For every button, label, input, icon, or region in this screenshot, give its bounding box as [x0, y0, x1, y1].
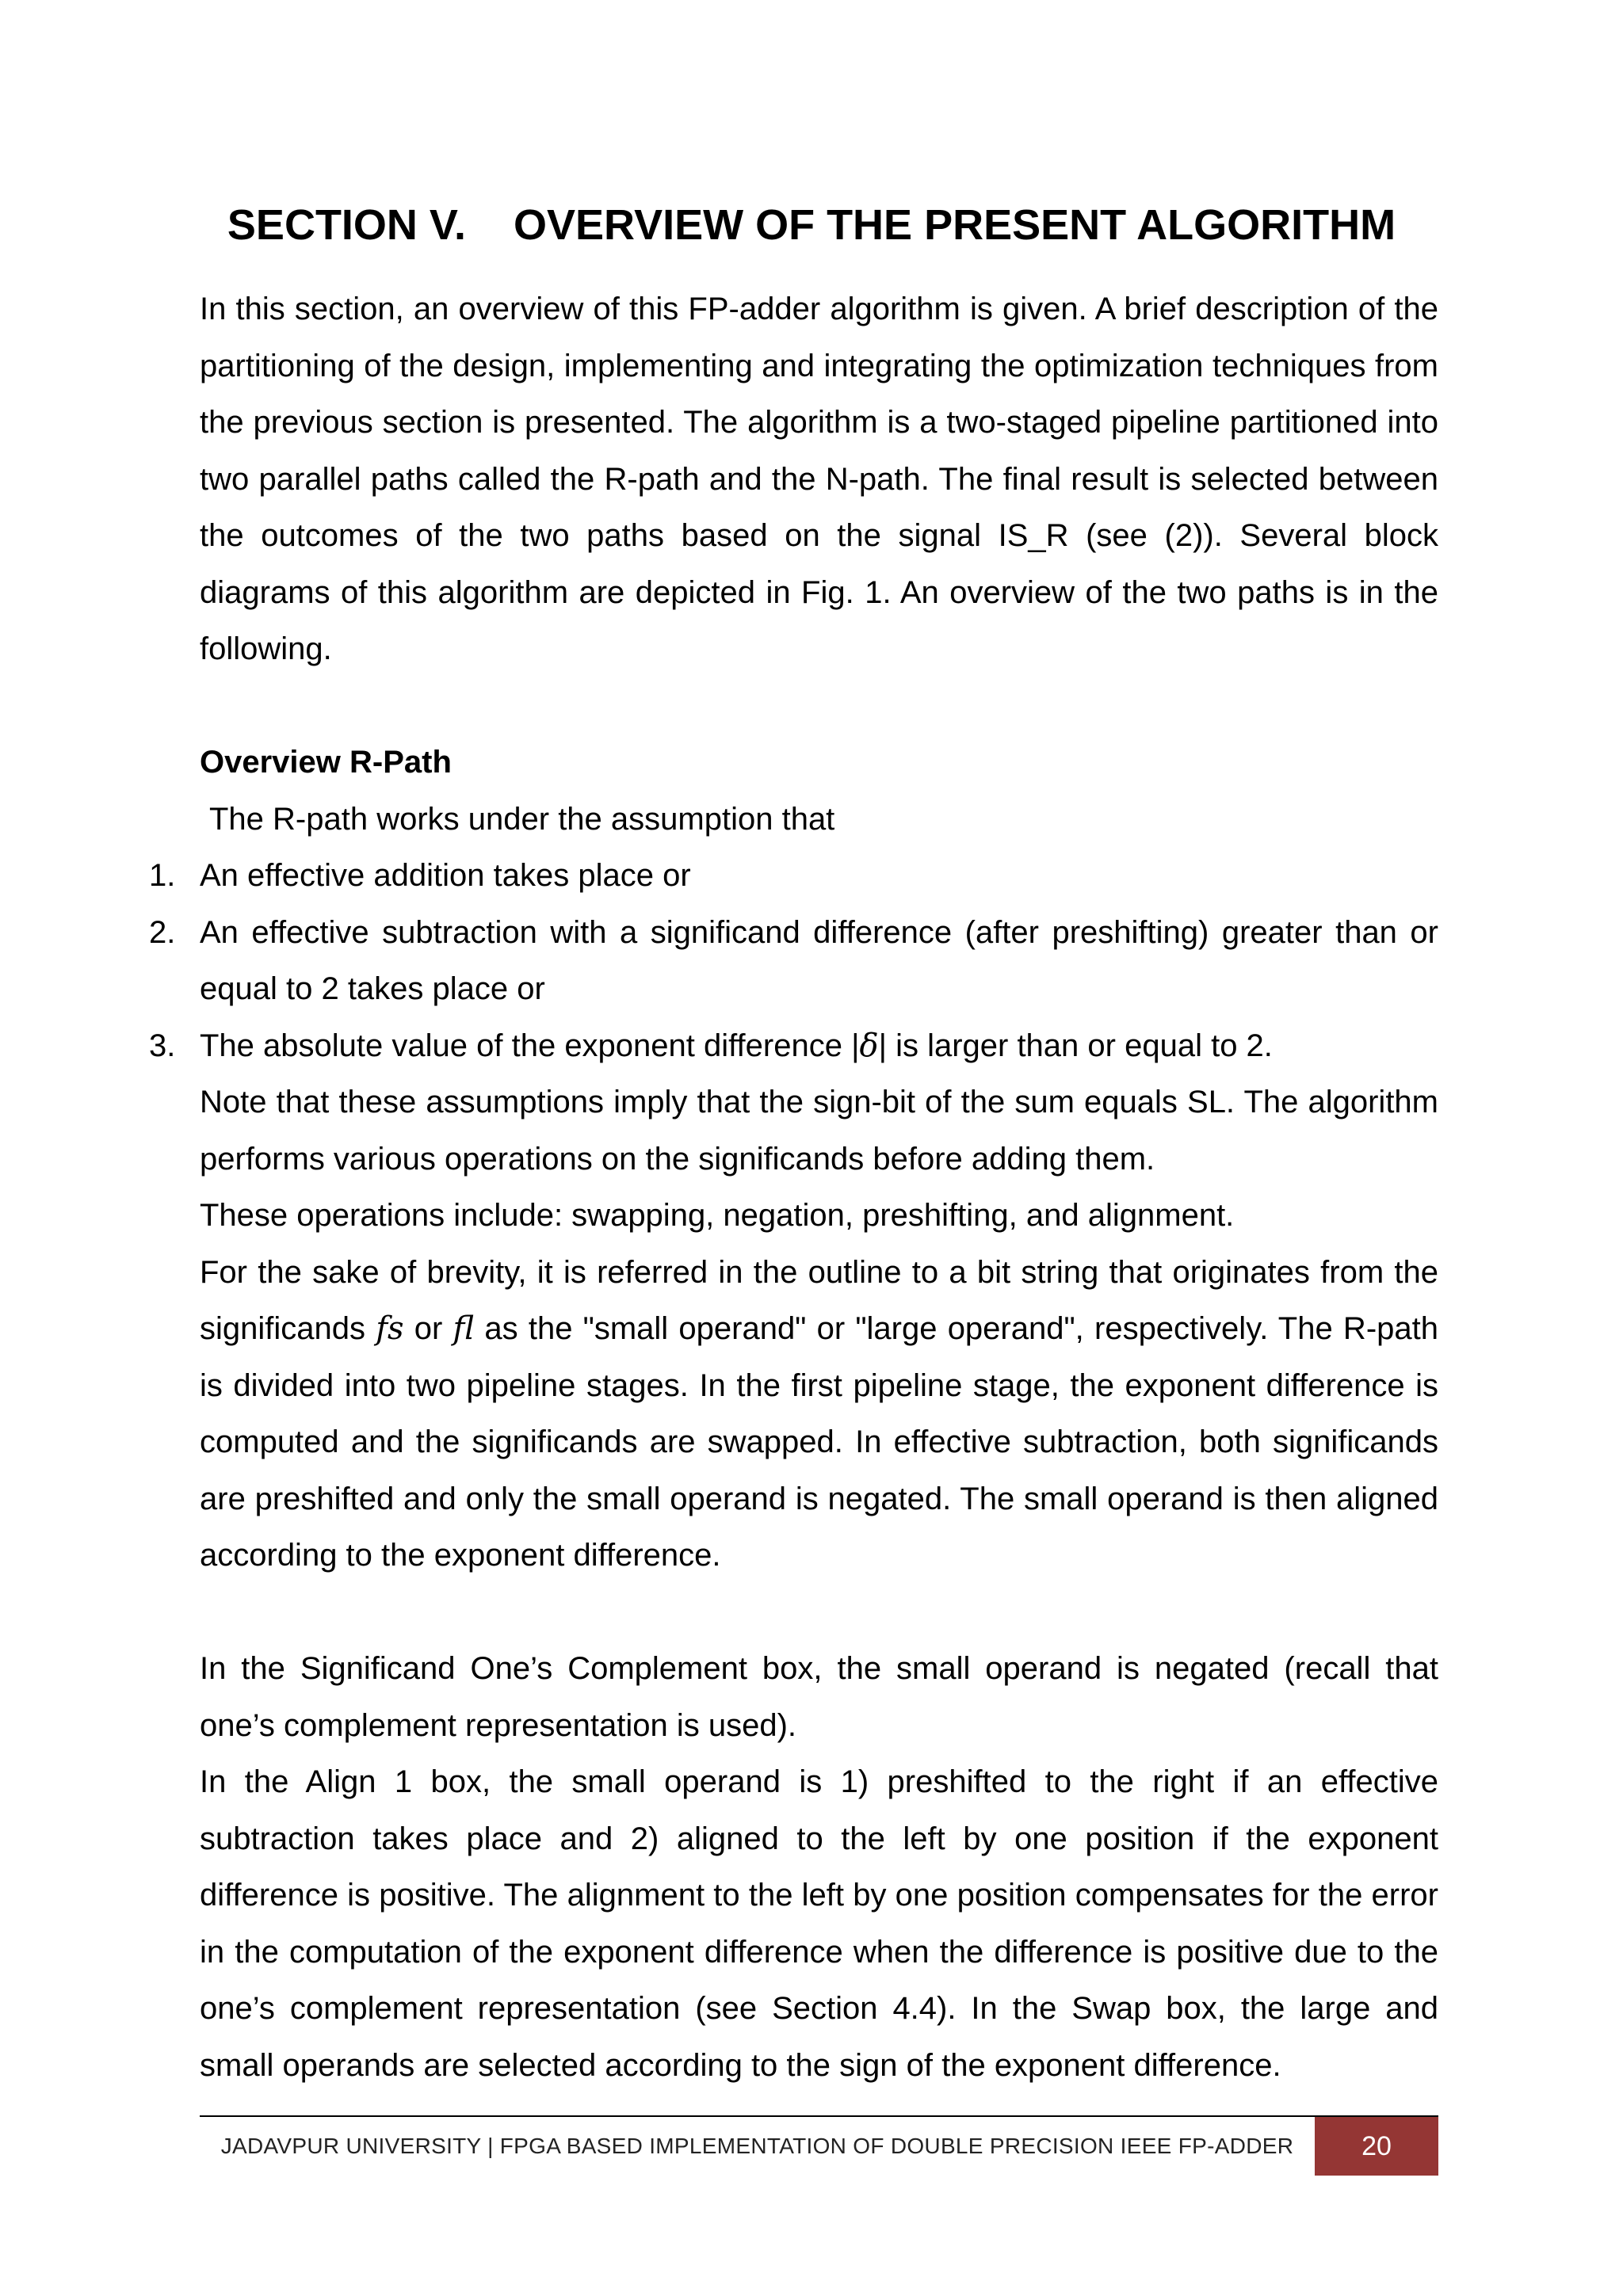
intro-paragraph: In this section, an overview of this FP-adder algorithm is given. A brief description of the partitioning of the design, implementing and integrating the optimization techniques from the previous section is presented. The algorithm is a two-staged pipeline partitioned into two parallel paths called the R-path and the N-path. The final result is selected between the outcomes of the two paths based on the signal IS_R (see (2)). Several block diagrams of this algorithm are depicted in Fig. 1. An overview of the two paths is in the following.	[200, 292, 1438, 666]
section-heading: SECTION V. OVERVIEW OF THE PRESENT ALGORITHM	[227, 201, 1396, 249]
complement-paragraph: In the Significand One’s Complement box, the small operand is negated (recall that one’s complement representation is used).	[200, 1651, 1438, 1743]
brevity-paragraph	[200, 1245, 1438, 1585]
list-text: An effective addition takes place or	[200, 858, 691, 893]
list-number: 1.	[149, 858, 176, 893]
delta-symbol: δ	[859, 1027, 879, 1064]
list-item	[149, 1018, 1438, 1075]
align-paragraph: In the Align 1 box, the small operand is 1) preshifted to the right if an effective subtraction takes place and 2) aligned to the left by one position if the exponent difference is positive. The alignment to the left by one position compensates for the error in the computation of the exponent difference when the difference is positive due to the one’s complement representation (see Section 4.4). In the Swap box, the large and small operands are selected according to the sign of the exponent difference.	[200, 1764, 1438, 2083]
note-paragraph: Note that these assumptions imply that the sign-bit of the sum equals SL. The algorithm performs various operations on the significands before adding them.	[200, 1085, 1438, 1177]
fs-symbol: fs	[376, 1310, 404, 1347]
brevity-text: For the sake of brevity, it is referred in the outline to a bit string that originates from the significands	[200, 1254, 1438, 1346]
operations-paragraph: These operations include: swapping, negation, preshifting, and alignment.	[200, 1198, 1235, 1233]
assumption-lead: The R-path works under the assumption that	[209, 801, 835, 837]
list-number: 3.	[149, 1028, 176, 1063]
page-footer	[200, 2115, 1438, 2176]
list-text: | is larger than or equal to 2.	[878, 1028, 1273, 1063]
list-text: An effective subtraction with a significand difference (after preshifting) greater than or equal to 2 takes place or	[200, 914, 1438, 1006]
document-body	[149, 281, 1438, 2094]
spacer	[200, 1585, 1438, 1642]
brevity-text: or	[403, 1311, 453, 1346]
list-item	[149, 848, 1438, 905]
spacer	[200, 678, 1438, 735]
list-text: The absolute value of the exponent difference |	[200, 1028, 860, 1063]
footer-title: JADAVPUR UNIVERSITY | FPGA BASED IMPLEMENTATION OF DOUBLE PRECISION IEEE FP-ADDER	[220, 2134, 1294, 2158]
fl-symbol: fl	[453, 1310, 475, 1347]
brevity-text: as the "small operand" or "large operand", respectively. The R-path is divided into two pipeline stages. In the first pipeline stage, the exponent difference is computed and the significands are swapped. In effective subtraction, both significands are preshifted and only the small operand is negated. The small operand is then aligned according to the exponent difference.	[200, 1311, 1438, 1573]
list-item	[149, 905, 1438, 1018]
page-number: 20	[1315, 2117, 1438, 2176]
assumption-list	[149, 848, 1438, 1074]
list-number: 2.	[149, 914, 176, 950]
subheading-r-path: Overview R-Path	[200, 745, 452, 780]
